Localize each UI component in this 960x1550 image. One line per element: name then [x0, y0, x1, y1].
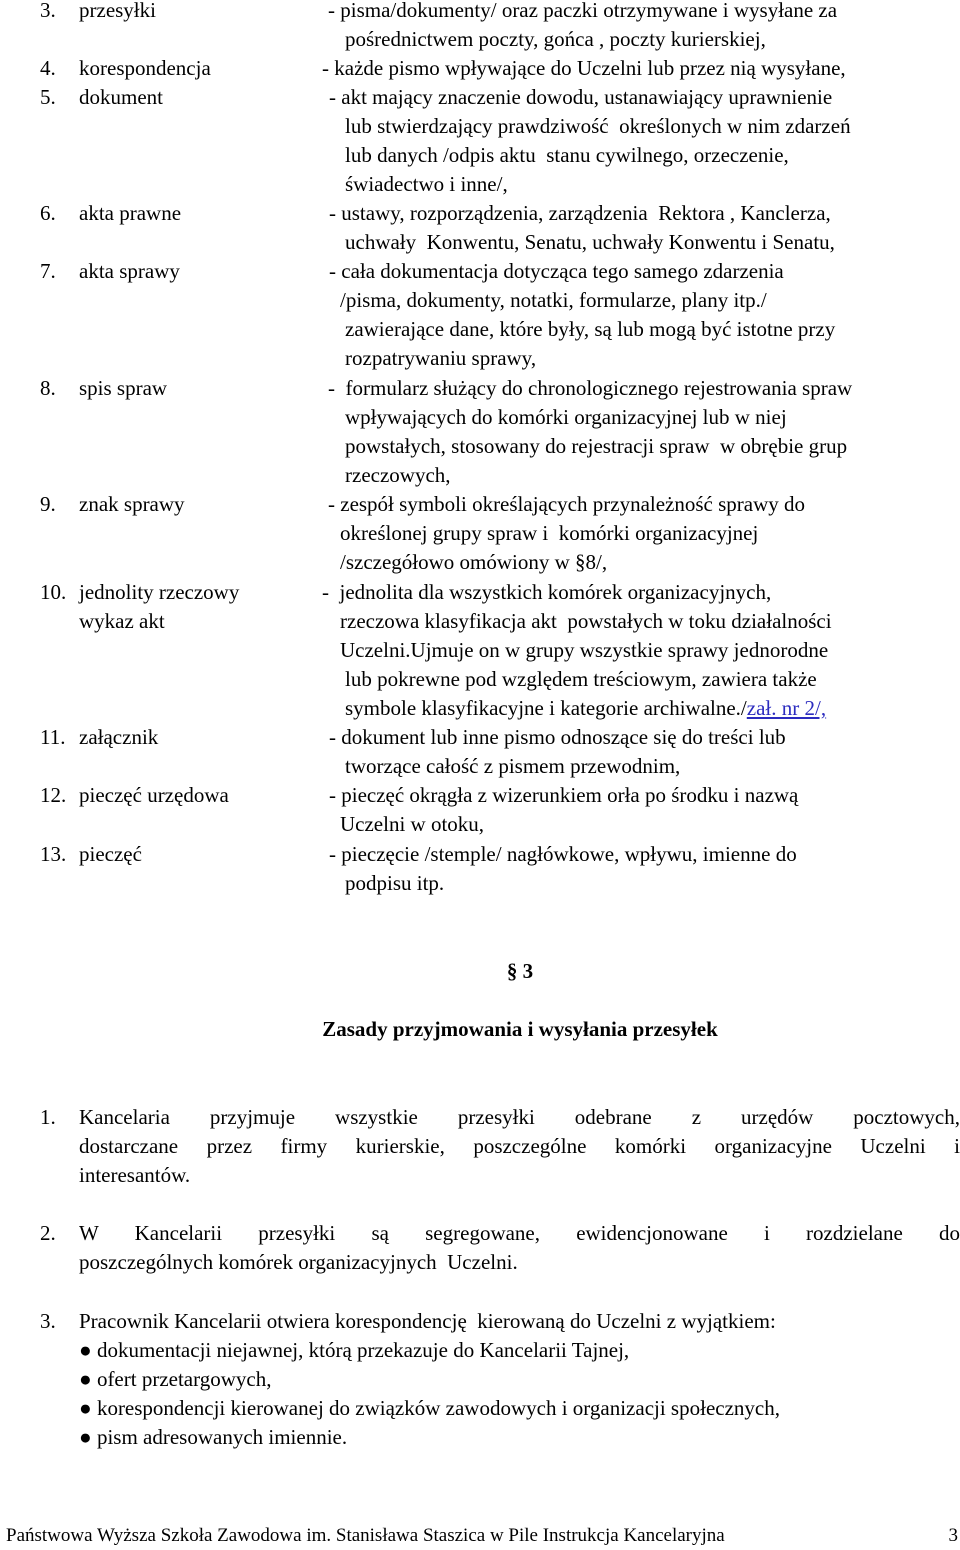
definition-term: korespondencja [79, 56, 211, 80]
definition-number: 9. [40, 492, 56, 516]
definition-line [345, 694, 826, 723]
definition-term: przesyłki [79, 0, 156, 22]
definition-number: 13. [40, 842, 67, 866]
list-item [79, 1365, 780, 1394]
list-item-text: pism adresowanych imiennie. [96, 1425, 348, 1449]
paragraph-number: 3. [40, 1309, 56, 1333]
definition-number: 8. [40, 376, 56, 400]
definition-number: 7. [40, 259, 56, 283]
definition-line: wpływających do komórki organizacyjnej lub w niej [345, 405, 787, 429]
paragraph-number: 1. [40, 1105, 56, 1129]
definition-line: lub stwierdzający prawdziwość określonych w nim zdarzeń [345, 114, 851, 138]
paragraph-line: dostarczane przez firmy kurierskie, poszczególne komórki organizacyjne Uczelni i [79, 1134, 960, 1158]
list-item [79, 1394, 780, 1423]
definition-line: Uczelni w otoku, [340, 812, 485, 836]
definition-line: - zespół symboli określających przynależność sprawy do [328, 492, 806, 516]
paragraph-line: interesantów. [79, 1163, 191, 1187]
paragraph-line: poszczególnych komórek organizacyjnych Uczelni. [79, 1250, 518, 1274]
definition-term: pieczęć urzędowa [79, 783, 229, 807]
bullet-icon: ● [79, 1425, 92, 1449]
section-symbol: § 3 [506, 959, 534, 983]
definition-number: 10. [40, 580, 67, 604]
definition-line: tworzące całość z pismem przewodnim, [345, 754, 681, 778]
definition-number: 4. [40, 56, 56, 80]
definition-line: rozpatrywaniu sprawy, [345, 346, 537, 370]
list-item [79, 1336, 780, 1365]
exceptions-list [79, 1336, 780, 1452]
definition-line: /pisma, dokumenty, notatki, formularze, plany itp./ [340, 288, 767, 312]
definition-line-text: symbole klasyfikacyjne i kategorie archiwalne./ [345, 696, 747, 720]
definition-line: lub pokrewne pod względem treściowym, zawiera także [345, 667, 817, 691]
page-number: 3 [948, 1525, 958, 1546]
definition-line: uchwały Konwentu, Senatu, uchwały Konwentu i Senatu, [345, 230, 835, 254]
definition-line: pośrednictwem poczty, gońca , poczty kurierskiej, [345, 27, 766, 51]
definition-line: rzeczowych, [345, 463, 451, 487]
definition-line: - jednolita dla wszystkich komórek organizacyjnych, [322, 580, 772, 604]
definition-line: - pisma/dokumenty/ oraz paczki otrzymywane i wysyłane za [328, 0, 838, 22]
definition-term: pieczęć [79, 842, 142, 866]
bullet-icon: ● [79, 1367, 92, 1391]
definition-number: 5. [40, 85, 56, 109]
definition-line: lub danych /odpis aktu stanu cywilnego, orzeczenie, [345, 143, 789, 167]
list-item [79, 1423, 780, 1452]
list-item-text: ofert przetargowych, [96, 1367, 272, 1391]
definition-number: 3. [40, 0, 56, 22]
definition-line: /szczegółowo omówiony w §8/, [340, 550, 608, 574]
definition-line: Uczelni.Ujmuje on w grupy wszystkie sprawy jednorodne [340, 638, 829, 662]
definition-term: akta prawne [79, 201, 182, 225]
definition-term: spis spraw [79, 376, 168, 400]
definition-number: 6. [40, 201, 56, 225]
definition-line: - pieczęcie /stemple/ nagłówkowe, wpływu, imienne do [329, 842, 797, 866]
definition-term: jednolity rzeczowy wykaz akt [79, 580, 240, 633]
definition-line: - cała dokumentacja dotycząca tego samego zdarzenia [329, 259, 784, 283]
definition-term: dokument [79, 85, 163, 109]
list-item-text: dokumentacji niejawnej, którą przekazuje do Kancelarii Tajnej, [96, 1338, 630, 1362]
bullet-icon: ● [79, 1396, 92, 1420]
definition-line: - dokument lub inne pismo odnoszące się do treści lub [329, 725, 786, 749]
definition-number: 12. [40, 783, 67, 807]
attachment-link[interactable]: zał. nr 2/, [746, 696, 827, 720]
definition-line: - akt mający znaczenie dowodu, ustanawiający uprawnienie [329, 85, 833, 109]
definition-line: podpisu itp. [345, 871, 445, 895]
definition-line: - pieczęć okrągła z wizerunkiem orła po środku i nazwą [329, 783, 799, 807]
definition-number: 11. [40, 725, 66, 749]
paragraph-body [79, 1307, 960, 1336]
definition-line: - każde pismo wpływające do Uczelni lub przez nią wysyłane, [322, 56, 846, 80]
list-item-text: korespondencji kierowanej do związków zawodowych i organizacji społecznych, [96, 1396, 780, 1420]
paragraph-line: Kancelaria przyjmuje wszystkie przesyłki odebrane z urzędów pocztowych, [79, 1105, 960, 1129]
definition-line: określonej grupy spraw i komórki organizacyjnej [340, 521, 759, 545]
definition-term: załącznik [79, 725, 159, 749]
definition-term: akta sprawy [79, 259, 180, 283]
definition-line: - ustawy, rozporządzenia, zarządzenia Rektora , Kanclerza, [329, 201, 831, 225]
section-title: Zasady przyjmowania i wysyłania przesyłek [322, 1017, 718, 1041]
definition-line: zawierające dane, które były, są lub mogą być istotne przy [345, 317, 836, 341]
paragraph-number: 2. [40, 1221, 56, 1245]
bullet-icon: ● [79, 1338, 92, 1362]
definition-line: świadectwo i inne/, [345, 172, 508, 196]
paragraph-body [79, 1219, 960, 1277]
definition-line: rzeczowa klasyfikacja akt powstałych w toku działalności [340, 609, 832, 633]
paragraph-body [79, 1103, 960, 1190]
footer-text: Państwowa Wyższa Szkoła Zawodowa im. Stanisława Staszica w Pile Instrukcja Kancelaryjna [6, 1525, 725, 1546]
paragraph-line: Pracownik Kancelarii otwiera korespondencję kierowaną do Uczelni z wyjątkiem: [79, 1309, 776, 1333]
definition-term: znak sprawy [79, 492, 185, 516]
paragraph-line: W Kancelarii przesyłki są segregowane, ewidencjonowane i rozdzielane do [79, 1221, 960, 1245]
definition-line: - formularz służący do chronologicznego rejestrowania spraw [328, 376, 853, 400]
definition-line: powstałych, stosowany do rejestracji spraw w obrębie grup [345, 434, 848, 458]
